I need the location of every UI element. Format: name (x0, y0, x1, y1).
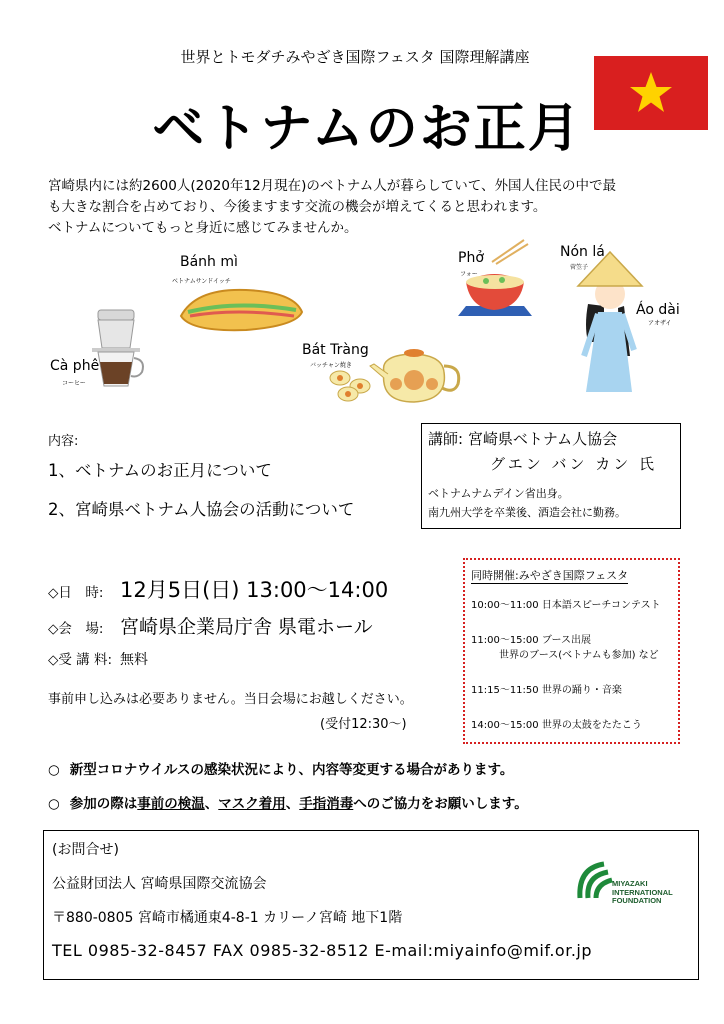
note-emphasis: 事前の検温 (137, 796, 205, 812)
festa-row (471, 598, 672, 613)
ca-phe-sub: コーヒー (62, 380, 86, 387)
ao-dai-sub: アオザイ (648, 320, 672, 327)
intro-paragraph (48, 176, 688, 239)
circle-bullet: ○ (48, 762, 60, 778)
event-venue (48, 612, 448, 639)
intro-line: ベトナムについてもっと身近に感じてみませんか。 (48, 220, 358, 236)
festa-heading: 同時開催:みやざき国際フェスタ (471, 569, 629, 582)
festa-row (471, 633, 672, 663)
bat-trang-label: Bát Tràng (302, 342, 369, 358)
banh-mi-icon (176, 286, 306, 336)
banh-mi-label: Bánh mì (180, 254, 238, 270)
venue-label: ◇会 場: (48, 621, 104, 637)
registration-notice: 事前申し込みは必要ありません。当日会場にお越しください。 (48, 692, 413, 707)
lecturer-bio: ベトナムナムデイン省出身。 (428, 487, 569, 500)
covid-note (48, 758, 513, 778)
note-emphasis: 手指消毒 (299, 796, 354, 812)
ao-dai-label: Áo dài (636, 302, 680, 318)
content-section (48, 430, 418, 535)
note-emphasis: マスク着用 (218, 796, 286, 812)
content-item: 1、ベトナムのお正月について (48, 461, 272, 480)
pho-bowl-icon (456, 236, 534, 322)
event-fee (48, 648, 448, 669)
bat-trang-sub: バッチャン焼き (310, 362, 352, 369)
contact-phone: TEL 0985-32-8457 FAX 0985-32-8512 E-mail:miyainfo@mif.or.jp (52, 941, 593, 960)
date-value: 12月5日(日) 13:00～14:00 (120, 578, 389, 602)
lecturer-bio: 南九州大学を卒業後、酒造会社に勤務。 (428, 506, 626, 519)
note-text: 参加の際は (69, 796, 138, 812)
fee-value: 無料 (120, 652, 148, 668)
event-date (48, 574, 448, 604)
logo-line: INTERNATIONAL (612, 887, 673, 897)
note-text: 、 (285, 796, 300, 812)
festa-row-main: 11:15～11:50 世界の踊り・音楽 (471, 685, 622, 696)
venue-value: 宮崎県企業局庁舎 県電ホール (120, 616, 373, 638)
coffee-icon (88, 304, 148, 388)
reception-time: (受付12:30～) (320, 717, 407, 732)
circle-bullet: ○ (48, 796, 60, 812)
tea-set-icon (326, 342, 476, 406)
ca-phe-label: Cà phê (50, 358, 100, 374)
festa-row-main: 11:00～15:00 ブース出展 (471, 635, 592, 646)
festa-row-main: 14:00～15:00 世界の太鼓をたたこう (471, 720, 642, 731)
fee-label: ◇受 講 料: (48, 652, 113, 668)
lecturer-name: グエン バン カン 氏 (490, 455, 658, 473)
date-label: ◇日 時: (48, 585, 104, 601)
content-item: 2、宮崎県ベトナム人協会の活動について (48, 500, 355, 519)
vietnam-flag-icon (594, 56, 708, 130)
contact-heading: (お問合せ) (52, 842, 119, 858)
note-text: 、 (204, 796, 219, 812)
contact-address: 〒880-0805 宮崎市橘通東4-8-1 カリーノ宮崎 地下1階 (52, 910, 403, 926)
festa-row-sub: 世界のブース(ベトナムも参加) など (499, 650, 659, 661)
non-la-label: Nón lá (560, 244, 605, 260)
contact-org: 公益財団法人 宮崎県国際交流協会 (52, 876, 267, 892)
page-title: ベトナムのお正月 (152, 99, 582, 159)
pho-sub: フォー (460, 271, 478, 278)
festa-row-main: 10:00～11:00 日本語スピーチコンテスト (471, 600, 661, 611)
festa-row (471, 718, 672, 733)
festa-row (471, 683, 672, 698)
ao-dai-girl-icon (574, 246, 654, 396)
subtitle: 世界とトモダチみやざき国際フェスタ 国際理解講座 (180, 48, 530, 66)
pho-label: Phở (458, 250, 484, 266)
lecturer-box (421, 423, 681, 529)
festa-box (463, 558, 680, 744)
precaution-note (48, 792, 528, 812)
note-text: へのご協力をお願いします。 (353, 796, 528, 812)
content-heading: 内容: (48, 434, 79, 449)
contact-box (43, 830, 699, 980)
mif-logo-text (612, 880, 673, 906)
lecturer-org: 講師: 宮崎県ベトナム人協会 (428, 430, 618, 448)
non-la-sub: 菅笠子 (570, 264, 589, 271)
intro-line: 宮崎県内には約2600人(2020年12月現在)のベトナム人が暮らしていて、外国人住民の中で最 (48, 178, 616, 194)
intro-line: も大きな割合を占めており、今後ますます交流の機会が増えてくると思われます。 (48, 199, 547, 215)
logo-line: MIYAZAKI (612, 879, 648, 888)
banh-mi-sub: ベトナムサンドイッチ (172, 278, 231, 285)
note-text: 新型コロナウイルスの感染状況により、内容等変更する場合があります。 (69, 762, 514, 778)
logo-line: FOUNDATION (612, 896, 662, 905)
